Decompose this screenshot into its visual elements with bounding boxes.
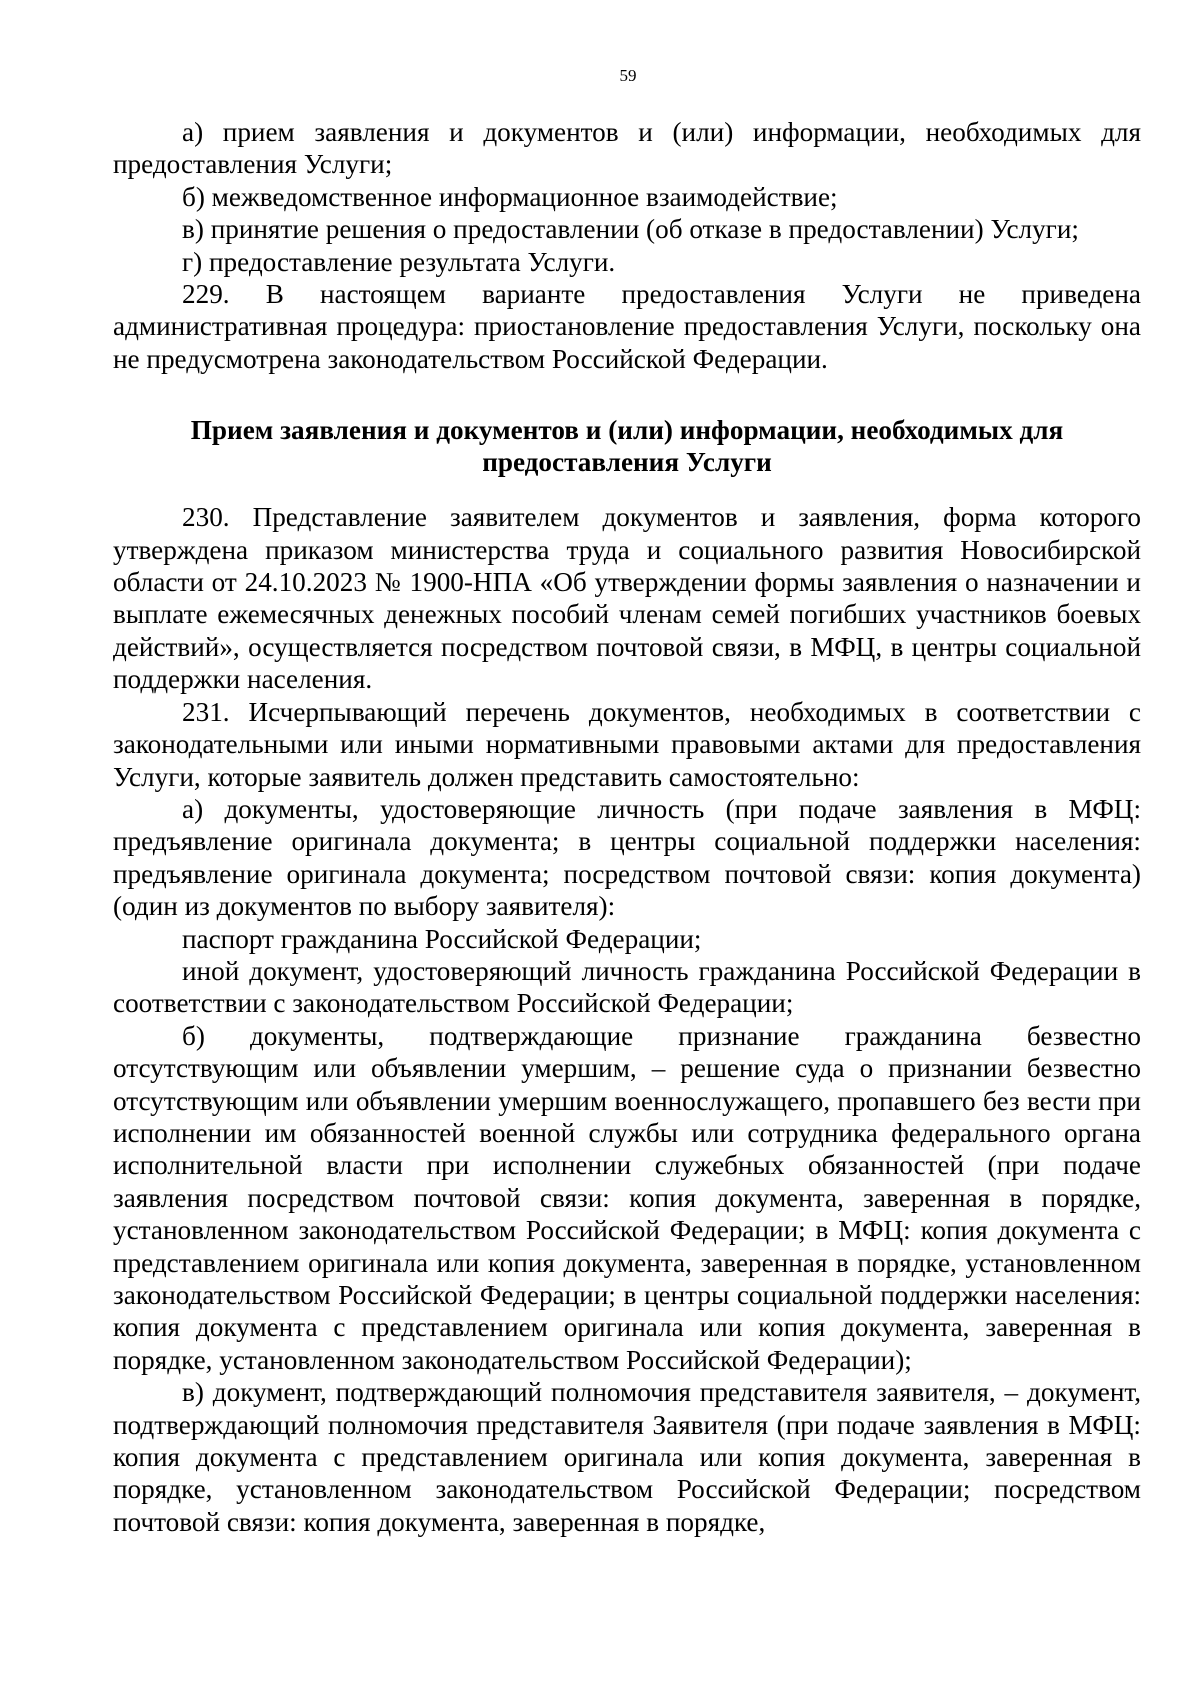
list-item-a-intro: а) прием заявления и документов и (или) информации, необходимых для предоставления Услуги;: [113, 117, 1141, 180]
paragraph-230: 230. Представление заявителем документов и заявления, форма которого утверждена приказом министерства труда и социального развития Новосибирской области от 24.10.2023 № 1900-НПА «Об утверждении формы заявления о назначении и выплате ежемесячных денежных пособий членам семей погибших участников боевых действий», осуществляется посредством почтовой связи, в МФЦ, в центры социальной поддержки населения.: [113, 502, 1141, 695]
list-item-d-intro: г) предоставление результата Услуги.: [182, 246, 616, 277]
list-item-c-intro: в) принятие решения о предоставлении (об отказе в предоставлении) Услуги;: [182, 214, 1079, 245]
paragraph-229: 229. В настоящем варианте предоставления Услуги не приведена административная процедура: приостановление предоставления Услуги, поскольку она не предусмотрена законодательством Российской Федерации.: [113, 279, 1141, 374]
list-item-b-intro: б) межведомственное информационное взаимодействие;: [182, 181, 838, 212]
list-item-c-documents: в) документ, подтверждающий полномочия представителя заявителя, – документ, подтверждающий полномочия представителя Заявителя (при подаче заявления в МФЦ: копия документа с представлением оригинала или копия документа, заверенная в порядке, установленном законодательством Российской Федерации; посредством почтовой связи: копия документа, заверенная в порядке,: [113, 1377, 1141, 1537]
list-item-other-id: иной документ, удостоверяющий личность гражданина Российской Федерации в соответствии с законодательством Российской Федерации;: [113, 955, 1141, 1019]
page-number: 59: [619, 66, 637, 85]
section-heading-line-2: предоставления Услуги: [482, 447, 772, 478]
list-item-b-documents: б) документы, подтверждающие признание гражданина безвестно отсутствующим или объявлении умершим, – решение суда о признании безвестно отсутствующим или объявлении умершим военнослужащего, пропавшего без вести при исполнении им обязанностей военной службы или сотрудника федерального органа исполнительной власти при исполнении служебных обязанностей (при подаче заявления посредством почтовой связи: копия документа, заверенная в порядке, установленном законодательством Российской Федерации; в МФЦ: копия документа с представлением оригинала или копия документа, заверенная в порядке, установленном законодательством Российской Федерации; в центры социальной поддержки населения: копия документа с представлением оригинала или копия документа, заверенная в порядке, установленном законодательством Российской Федерации);: [113, 1020, 1141, 1375]
document-body: [113, 116, 1141, 1538]
list-item-passport: паспорт гражданина Российской Федерации;: [182, 923, 702, 954]
section-heading: [113, 414, 1141, 478]
section-heading-line-1: Прием заявления и документов и (или) информации, необходимых для: [190, 415, 1064, 446]
paragraph-231: 231. Исчерпывающий перечень документов, необходимых в соответствии с законодательными или иными нормативными правовыми актами для предоставления Услуги, которые заявитель должен представить самостоятельно:: [113, 696, 1141, 792]
list-item-a-documents: а) документы, удостоверяющие личность (при подаче заявления в МФЦ: предъявление оригинала документа; в центры социальной поддержки населения: предъявление оригинала документа; посредством почтовой связи: копия документа) (один из документов по выбору заявителя):: [113, 793, 1141, 922]
